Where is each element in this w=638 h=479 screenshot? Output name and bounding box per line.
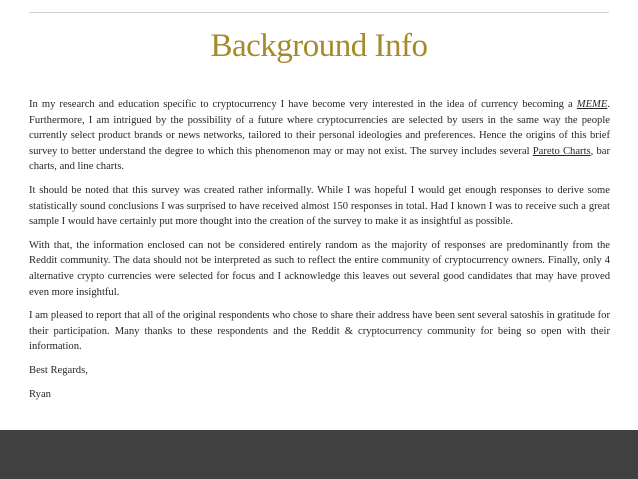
paragraph-intro-text-2: . Furthermore, I am intrigued by the possibility of a future where cryptocurrencies are selected by users in the same way the people currently select product brands or news networks, tailored to their personal ideologies and preferences. Hence the origins of this brief survey to better understand the degree to which this phenomenon may or may not exist. The survey includes several: [29, 99, 610, 157]
paragraph-survey-note: It should be noted that this survey was created rather informally. While I was hopeful I would get enough responses to derive some statistically sound conclusions I was surprised to have received almost 150 responses in total. Had I known I was to receive such a great sample I would have certainly put more thought into the creation of the survey to make it as insightful as possible.: [29, 184, 610, 228]
slide-body: [29, 97, 610, 410]
top-divider: [29, 12, 609, 13]
slide-title: Background Info: [210, 28, 428, 64]
paragraph-data-caveat: With that, the information enclosed can not be considered entirely random as the majority of responses are predominantly from the Reddit community. The data should not be interpreted as such to reflect the entire community of cryptocurrency owners. Finally, only 4 alternative crypto currencies were selected for focus and I acknowledge this leaves out several good candidates that may have proved even more insightful.: [29, 239, 610, 298]
footer-band: [0, 430, 638, 479]
signature: Ryan: [29, 388, 51, 400]
paragraph-thanks: I am pleased to report that all of the original respondents who chose to share their address have been sent several satoshis in gratitude for their participation. Many thanks to these respondents and the Reddit & cryptocurrency community for being so open with their information.: [29, 310, 610, 353]
paragraph-intro-text-1: In my research and education specific to cryptocurrency I have become very interested in the idea of currency becoming a: [29, 99, 577, 110]
closing-line: Best Regards,: [29, 364, 88, 376]
meme-link[interactable]: MEME: [576, 99, 608, 110]
paragraph-intro-text-3: , bar charts, and line charts.: [29, 145, 610, 173]
pareto-charts-link[interactable]: Pareto Charts: [532, 145, 591, 157]
paragraph-intro: [29, 97, 610, 175]
